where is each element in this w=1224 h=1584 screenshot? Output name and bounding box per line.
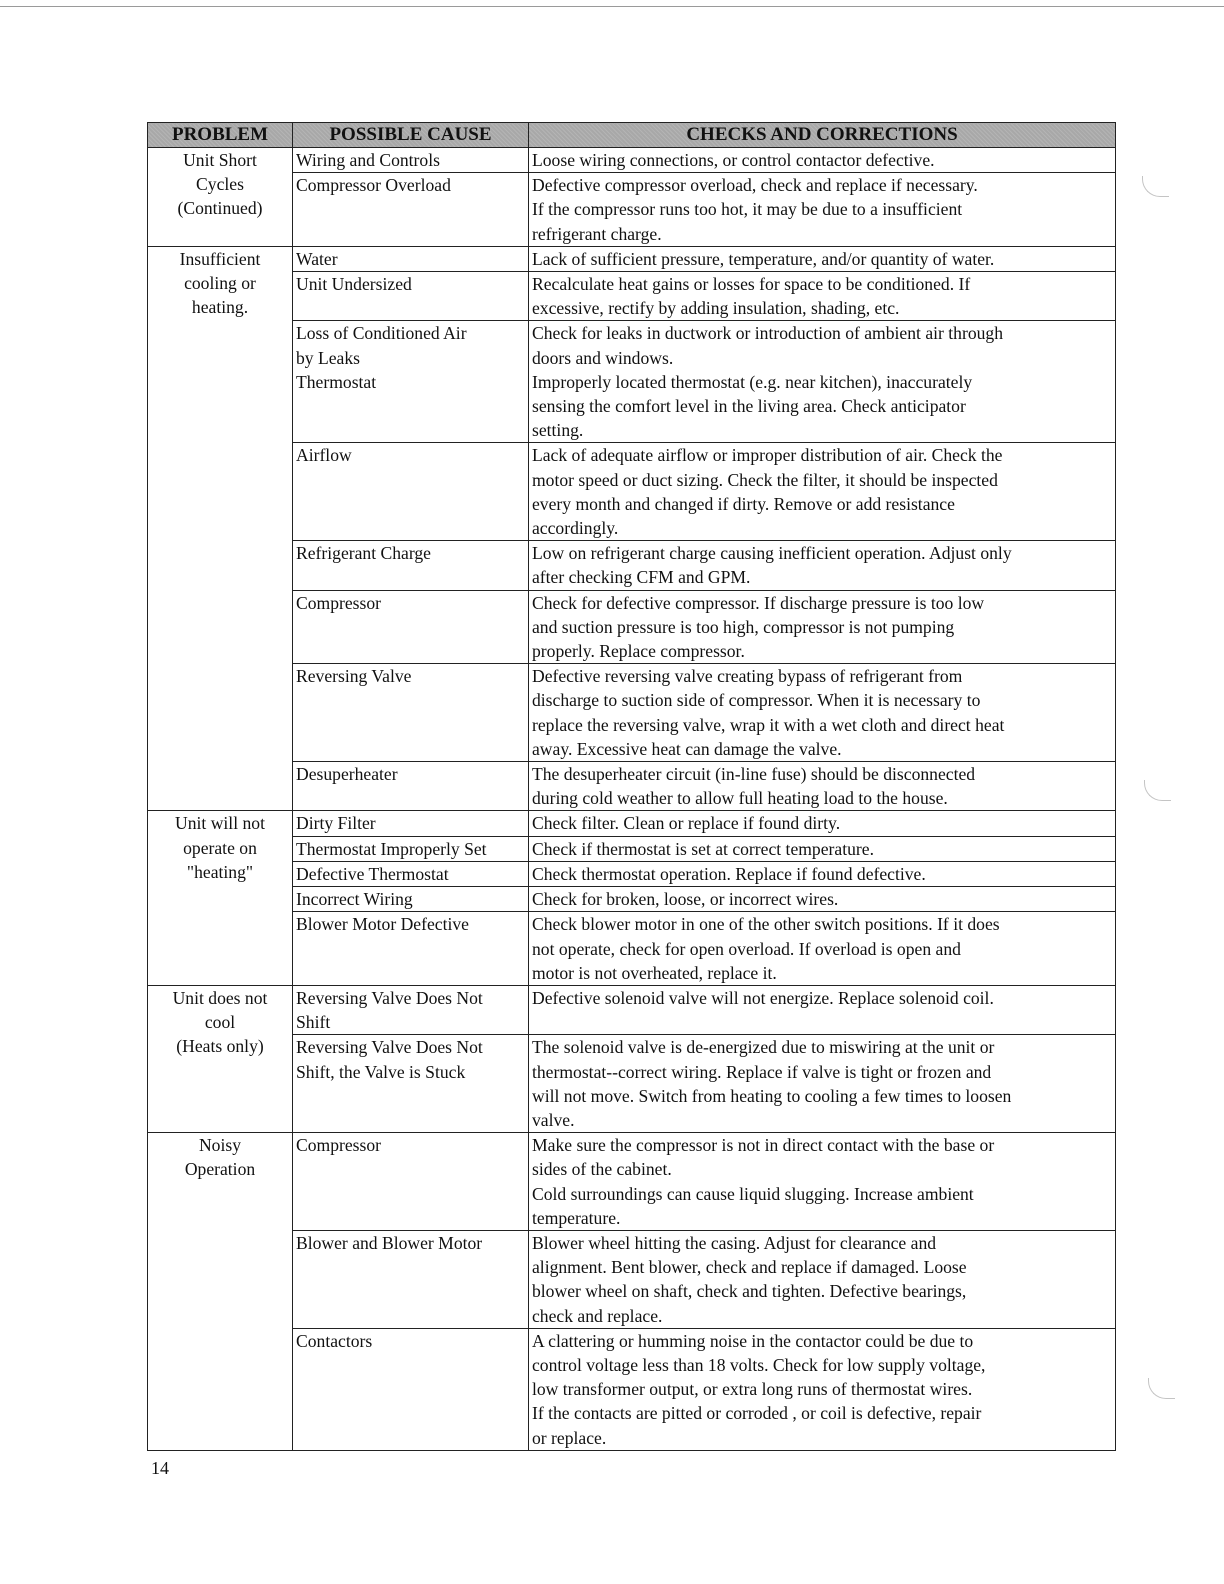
possible-cause-cell [293,1035,529,1133]
problem-text: cool [204,1012,236,1033]
possible-cause-cell [293,272,529,321]
checks-and-corrections-cell [529,148,1116,173]
checks-text: Low on refrigerant charge causing inefficient operation. Adjust only [532,543,1012,564]
table-row [148,861,1116,886]
table-row [148,1035,1116,1133]
problem-text: heating. [191,297,249,318]
checks-text: Improperly located thermostat (e.g. near kitchen), inaccurately [532,371,973,392]
checks-and-corrections-cell [529,912,1116,986]
possible-cause-cell [293,173,529,247]
checks-text: replace the reversing valve, wrap it with a wet cloth and direct heat [532,714,1005,735]
problem-text: operate on [183,837,257,858]
possible-cause-cell [293,811,529,836]
header-possible-cause: POSSIBLE CAUSE [293,123,529,148]
checks-and-corrections-cell [529,811,1116,836]
possible-cause-text: Reversing Valve [296,666,412,687]
checks-text: setting. [532,420,584,441]
possible-cause-text: Blower and Blower Motor [296,1232,483,1253]
checks-and-corrections-cell [529,321,1116,443]
table-row [148,762,1116,811]
checks-text: Defective compressor overload, check and replace if necessary. [532,175,978,196]
checks-text: motor speed or duct sizing. Check the filter, it should be inspected [532,469,998,490]
checks-text: A clattering or humming noise in the contactor could be due to [532,1330,974,1351]
possible-cause-text: Compressor Overload [296,175,451,196]
checks-text: discharge to suction side of compressor. When it is necessary to [532,690,981,711]
checks-and-corrections-cell [529,590,1116,664]
problem-cell [148,985,293,1132]
possible-cause-text: Reversing Valve Does Not [296,1037,483,1058]
table-row [148,836,1116,861]
problem-text: (Heats only) [176,1036,264,1057]
checks-text: motor is not overheated, replace it. [532,962,777,983]
checks-text: sensing the comfort level in the living area. Check anticipator [532,396,966,417]
checks-text: and suction pressure is too high, compressor is not pumping [532,616,955,637]
checks-text: excessive, rectify by adding insulation, shading, etc. [532,298,900,319]
problem-text: Unit will not [175,813,265,834]
checks-text: blower wheel on shaft, check and tighten. Defective bearings, [532,1281,967,1302]
checks-text: accordingly. [532,518,619,539]
checks-text: The desuperheater circuit (in-line fuse) should be disconnected [532,764,976,785]
checks-text: not operate, check for open overload. If overload is open and [532,938,961,959]
troubleshooting-table [147,122,1116,1451]
problem-cell [148,148,293,247]
table-row [148,541,1116,590]
possible-cause-text: Water [296,248,338,269]
table-row [148,887,1116,912]
possible-cause-text: Blower Motor Defective [296,914,469,935]
checks-text: Check filter. Clean or replace if found dirty. [532,813,841,834]
possible-cause-text: Refrigerant Charge [296,543,431,564]
checks-text: Check for broken, loose, or incorrect wires. [532,889,839,910]
possible-cause-cell [293,887,529,912]
checks-text: If the compressor runs too hot, it may be due to a insufficient [532,199,963,220]
problem-text: Insufficient [179,248,261,269]
possible-cause-cell [293,762,529,811]
checks-and-corrections-cell [529,1230,1116,1328]
checks-text: after checking CFM and GPM. [532,567,751,588]
checks-text: If the contacts are pitted or corroded , or coil is defective, repair [532,1403,982,1424]
checks-text: away. Excessive heat can damage the valve. [532,738,842,759]
possible-cause-text: Desuperheater [296,764,398,785]
problem-text: cooling or [184,273,256,294]
checks-text: low transformer output, or extra long runs of thermostat wires. [532,1379,973,1400]
possible-cause-text: Defective Thermostat [296,863,449,884]
checks-and-corrections-cell [529,836,1116,861]
problem-cell [148,246,293,811]
problem-text: "heating" [186,861,254,882]
possible-cause-text: Compressor [296,592,382,613]
possible-cause-text: Unit Undersized [296,274,412,295]
header-problem: PROBLEM [148,123,293,148]
checks-and-corrections-cell [529,1328,1116,1450]
checks-text: Lack of adequate airflow or improper distribution of air. Check the [532,445,1003,466]
possible-cause-text: Shift, the Valve is Stuck [296,1061,466,1082]
checks-text: Check for defective compressor. If discharge pressure is too low [532,592,985,613]
problem-text: Unit Short [183,150,257,170]
checks-text: during cold weather to allow full heating load to the house. [532,788,948,809]
checks-text: The solenoid valve is de-energized due to miswiring at the unit or [532,1037,995,1058]
possible-cause-cell [293,321,529,443]
possible-cause-text: Contactors [296,1330,373,1351]
checks-text: will not move. Switch from heating to cooling a few times to loosen [532,1085,1012,1106]
problem-text: Cycles [196,174,244,195]
problem-text: Unit does not [172,987,268,1008]
possible-cause-cell [293,985,529,1034]
checks-text: Check if thermostat is set at correct temperature. [532,838,874,859]
possible-cause-cell [293,443,529,541]
possible-cause-text: by Leaks [296,347,361,368]
table-body [148,148,1116,1451]
problem-text: (Continued) [177,198,263,219]
checks-text: doors and windows. [532,347,674,368]
checks-text: or replace. [532,1427,607,1448]
possible-cause-text: Thermostat Improperly Set [296,838,487,859]
possible-cause-cell [293,246,529,271]
possible-cause-text: Thermostat [296,371,377,392]
possible-cause-text: Dirty Filter [296,813,376,834]
checks-text: Cold surroundings can cause liquid slugging. Increase ambient [532,1183,974,1204]
checks-text: Check blower motor in one of the other switch positions. If it does [532,914,1000,935]
table-row [148,1328,1116,1450]
binder-hole-mark [1148,1378,1175,1399]
table-row [148,246,1116,271]
checks-and-corrections-cell [529,173,1116,247]
checks-text: Check thermostat operation. Replace if found defective. [532,863,926,884]
checks-text: refrigerant charge. [532,223,662,244]
possible-cause-text: Reversing Valve Does Not [296,987,483,1008]
possible-cause-cell [293,148,529,173]
checks-text: valve. [532,1109,575,1130]
checks-text: alignment. Bent blower, check and replace if damaged. Loose [532,1257,967,1278]
checks-text: Lack of sufficient pressure, temperature, and/or quantity of water. [532,248,995,269]
table-row [148,173,1116,247]
checks-and-corrections-cell [529,246,1116,271]
binder-hole-mark [1144,780,1171,801]
table-row [148,1133,1116,1231]
checks-text: temperature. [532,1207,621,1228]
table-header-row [148,123,1116,148]
table-row [148,443,1116,541]
possible-cause-cell [293,664,529,762]
possible-cause-cell [293,1328,529,1450]
checks-text: Defective solenoid valve will not energize. Replace solenoid coil. [532,987,994,1008]
checks-text: Make sure the compressor is not in direct contact with the base or [532,1135,995,1156]
checks-and-corrections-cell [529,887,1116,912]
checks-text: control voltage less than 18 volts. Check for low supply voltage, [532,1354,986,1375]
checks-text: check and replace. [532,1305,663,1326]
table-row [148,148,1116,173]
possible-cause-text: Airflow [296,445,352,466]
possible-cause-text: Incorrect Wiring [296,889,413,910]
checks-text: Check for leaks in ductwork or introduction of ambient air through [532,323,1004,344]
top-scan-rule [0,6,1224,7]
table-row [148,321,1116,443]
page-number: 14 [151,1458,169,1478]
checks-and-corrections-cell [529,861,1116,886]
checks-text: every month and changed if dirty. Remove or add resistance [532,493,955,514]
problem-text: Noisy [198,1135,242,1156]
checks-text: properly. Replace compressor. [532,641,745,662]
table-row [148,912,1116,986]
checks-and-corrections-cell [529,985,1116,1034]
possible-cause-cell [293,861,529,886]
possible-cause-cell [293,1230,529,1328]
table-row [148,985,1116,1034]
checks-and-corrections-cell [529,443,1116,541]
possible-cause-cell [293,590,529,664]
checks-text: thermostat--correct wiring. Replace if valve is tight or frozen and [532,1061,992,1082]
checks-text: Recalculate heat gains or losses for space to be conditioned. If [532,274,971,295]
possible-cause-text: Compressor [296,1135,382,1156]
checks-text: Loose wiring connections, or control contactor defective. [532,150,935,170]
checks-text: Defective reversing valve creating bypass of refrigerant from [532,666,963,687]
checks-text: sides of the cabinet. [532,1159,672,1180]
header-checks-and-corrections: CHECKS AND CORRECTIONS [529,123,1116,148]
possible-cause-cell [293,1133,529,1231]
checks-and-corrections-cell [529,664,1116,762]
table-row [148,664,1116,762]
checks-and-corrections-cell [529,272,1116,321]
table-row [148,272,1116,321]
checks-text: Blower wheel hitting the casing. Adjust for clearance and [532,1232,937,1253]
checks-and-corrections-cell [529,762,1116,811]
checks-and-corrections-cell [529,1035,1116,1133]
table-row [148,590,1116,664]
possible-cause-text: Wiring and Controls [296,150,440,170]
possible-cause-text: Shift [296,1012,331,1033]
possible-cause-cell [293,912,529,986]
problem-text: Operation [184,1159,256,1180]
problem-cell [148,811,293,985]
checks-and-corrections-cell [529,541,1116,590]
checks-and-corrections-cell [529,1133,1116,1231]
problem-cell [148,1133,293,1451]
table-row [148,811,1116,836]
binder-hole-mark [1142,176,1169,197]
possible-cause-text: Loss of Conditioned Air [296,323,467,344]
possible-cause-cell [293,836,529,861]
table-row [148,1230,1116,1328]
possible-cause-cell [293,541,529,590]
